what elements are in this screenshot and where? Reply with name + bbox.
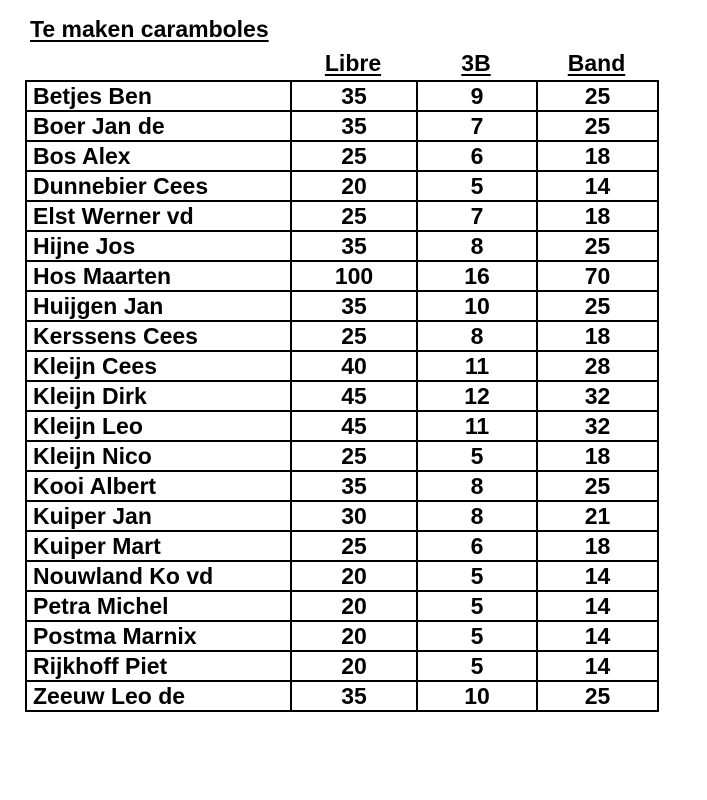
player-name-cell: Hijne Jos xyxy=(26,231,291,261)
player-name-cell: Kooi Albert xyxy=(26,471,291,501)
b3-cell: 9 xyxy=(417,81,537,111)
b3-cell: 11 xyxy=(417,411,537,441)
player-name-cell: Kleijn Nico xyxy=(26,441,291,471)
caramboles-table xyxy=(25,80,659,712)
player-name-cell: Kleijn Dirk xyxy=(26,381,291,411)
b3-cell: 6 xyxy=(417,531,537,561)
player-name-cell: Dunnebier Cees xyxy=(26,171,291,201)
band-cell: 14 xyxy=(537,651,658,681)
band-cell: 21 xyxy=(537,501,658,531)
table-row xyxy=(26,381,658,411)
band-cell: 28 xyxy=(537,351,658,381)
player-name-cell: Huijgen Jan xyxy=(26,291,291,321)
table-row xyxy=(26,561,658,591)
column-header-libre: Libre xyxy=(324,50,382,76)
band-cell: 70 xyxy=(537,261,658,291)
b3-cell: 12 xyxy=(417,381,537,411)
band-cell: 18 xyxy=(537,201,658,231)
table-row xyxy=(26,321,658,351)
libre-cell: 35 xyxy=(291,471,417,501)
b3-cell: 7 xyxy=(417,201,537,231)
b3-cell: 10 xyxy=(417,681,537,711)
libre-cell: 40 xyxy=(291,351,417,381)
player-name-cell: Elst Werner vd xyxy=(26,201,291,231)
libre-cell: 25 xyxy=(291,441,417,471)
player-name-cell: Bos Alex xyxy=(26,141,291,171)
table-row xyxy=(26,141,658,171)
band-cell: 14 xyxy=(537,621,658,651)
band-cell: 18 xyxy=(537,441,658,471)
libre-cell: 20 xyxy=(291,591,417,621)
b3-cell: 5 xyxy=(417,591,537,621)
table-row xyxy=(26,531,658,561)
band-cell: 32 xyxy=(537,411,658,441)
band-cell: 25 xyxy=(537,471,658,501)
libre-cell: 35 xyxy=(291,291,417,321)
band-cell: 18 xyxy=(537,321,658,351)
table-row xyxy=(26,471,658,501)
band-cell: 18 xyxy=(537,141,658,171)
player-name-cell: Kuiper Mart xyxy=(26,531,291,561)
column-header-3b: 3B xyxy=(461,50,491,76)
band-cell: 32 xyxy=(537,381,658,411)
band-cell: 18 xyxy=(537,531,658,561)
player-name-cell: Kleijn Cees xyxy=(26,351,291,381)
libre-cell: 25 xyxy=(291,531,417,561)
table-body xyxy=(26,81,658,711)
table-row xyxy=(26,351,658,381)
player-name-cell: Nouwland Ko vd xyxy=(26,561,291,591)
table-row xyxy=(26,441,658,471)
player-name-cell: Betjes Ben xyxy=(26,81,291,111)
b3-cell: 16 xyxy=(417,261,537,291)
table-row xyxy=(26,621,658,651)
player-name-cell: Kerssens Cees xyxy=(26,321,291,351)
b3-cell: 5 xyxy=(417,171,537,201)
libre-cell: 35 xyxy=(291,231,417,261)
b3-cell: 5 xyxy=(417,441,537,471)
b3-cell: 10 xyxy=(417,291,537,321)
b3-cell: 5 xyxy=(417,621,537,651)
column-header-band: Band xyxy=(567,50,626,76)
b3-cell: 11 xyxy=(417,351,537,381)
b3-cell: 8 xyxy=(417,471,537,501)
band-cell: 14 xyxy=(537,171,658,201)
libre-cell: 45 xyxy=(291,381,417,411)
player-name-cell: Hos Maarten xyxy=(26,261,291,291)
player-name-cell: Zeeuw Leo de xyxy=(26,681,291,711)
band-cell: 14 xyxy=(537,591,658,621)
libre-cell: 25 xyxy=(291,321,417,351)
table-row xyxy=(26,261,658,291)
table-row xyxy=(26,651,658,681)
b3-cell: 8 xyxy=(417,501,537,531)
table-row xyxy=(26,111,658,141)
libre-cell: 30 xyxy=(291,501,417,531)
band-cell: 25 xyxy=(537,231,658,261)
table-row xyxy=(26,81,658,111)
player-name-cell: Postma Marnix xyxy=(26,621,291,651)
band-cell: 25 xyxy=(537,81,658,111)
table-row xyxy=(26,291,658,321)
band-cell: 14 xyxy=(537,561,658,591)
b3-cell: 5 xyxy=(417,651,537,681)
player-name-cell: Kuiper Jan xyxy=(26,501,291,531)
libre-cell: 20 xyxy=(291,561,417,591)
band-cell: 25 xyxy=(537,291,658,321)
player-name-cell: Boer Jan de xyxy=(26,111,291,141)
b3-cell: 8 xyxy=(417,231,537,261)
b3-cell: 6 xyxy=(417,141,537,171)
b3-cell: 5 xyxy=(417,561,537,591)
player-name-cell: Rijkhoff Piet xyxy=(26,651,291,681)
libre-cell: 35 xyxy=(291,111,417,141)
libre-cell: 20 xyxy=(291,651,417,681)
libre-cell: 20 xyxy=(291,621,417,651)
libre-cell: 20 xyxy=(291,171,417,201)
libre-cell: 45 xyxy=(291,411,417,441)
table-row xyxy=(26,681,658,711)
libre-cell: 35 xyxy=(291,81,417,111)
table-row xyxy=(26,411,658,441)
table-row xyxy=(26,591,658,621)
table-row xyxy=(26,171,658,201)
libre-cell: 100 xyxy=(291,261,417,291)
table-row xyxy=(26,501,658,531)
libre-cell: 35 xyxy=(291,681,417,711)
b3-cell: 8 xyxy=(417,321,537,351)
libre-cell: 25 xyxy=(291,201,417,231)
table-row xyxy=(26,201,658,231)
band-cell: 25 xyxy=(537,681,658,711)
player-name-cell: Kleijn Leo xyxy=(26,411,291,441)
b3-cell: 7 xyxy=(417,111,537,141)
band-cell: 25 xyxy=(537,111,658,141)
player-name-cell: Petra Michel xyxy=(26,591,291,621)
page-title: Te maken caramboles xyxy=(30,16,269,42)
libre-cell: 25 xyxy=(291,141,417,171)
table-row xyxy=(26,231,658,261)
